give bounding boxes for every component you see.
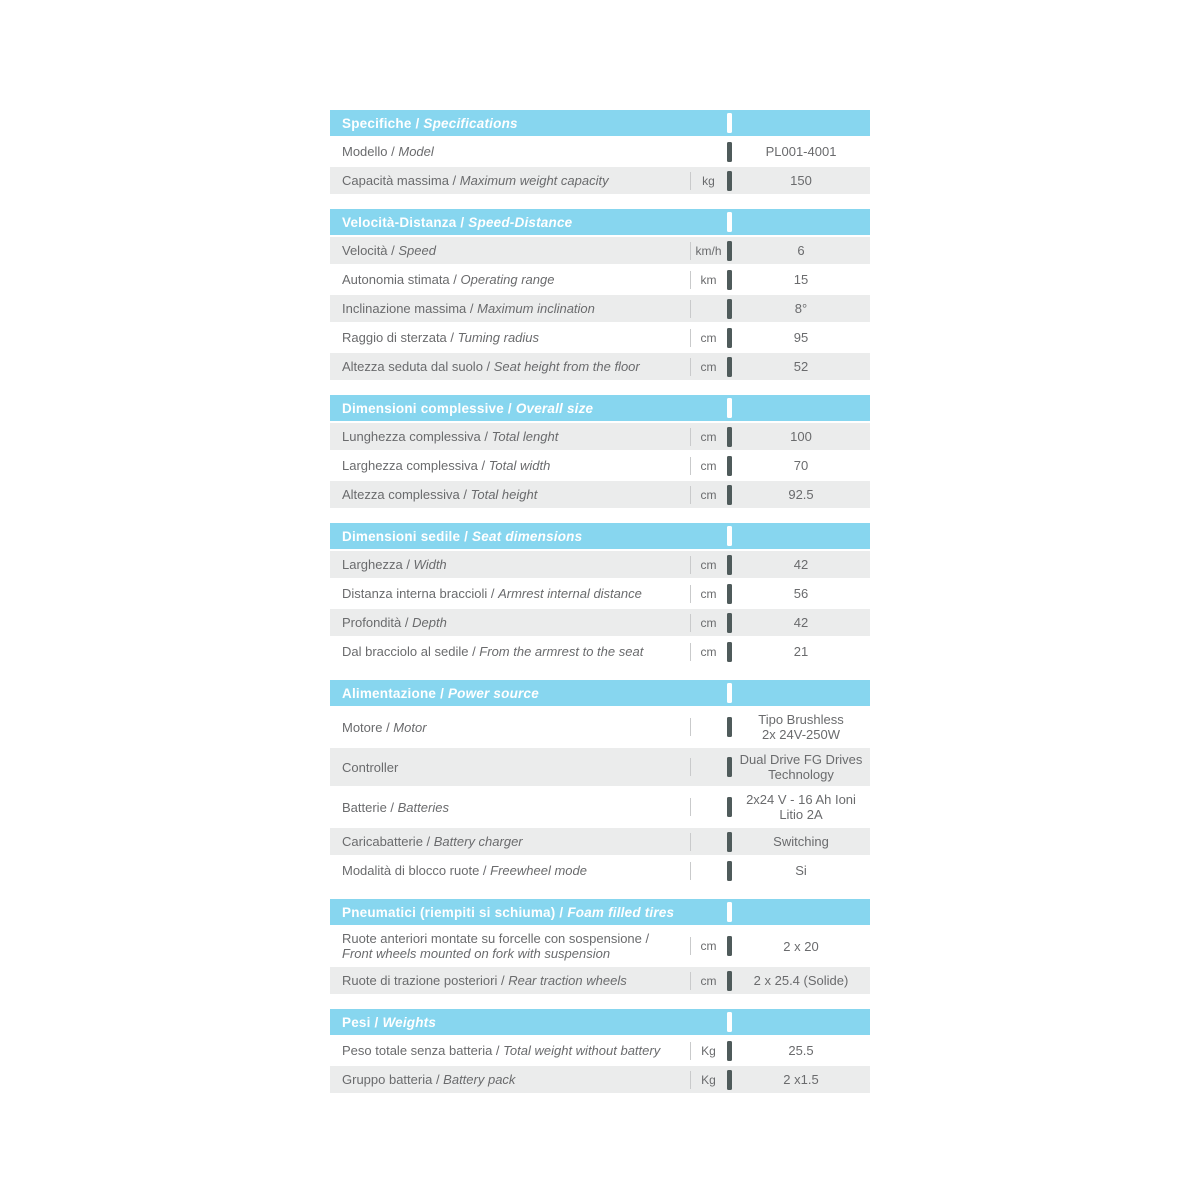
unit-cell	[690, 167, 727, 194]
value-cell: 150	[790, 173, 812, 188]
row-label-english: Seat height from the floor	[493, 359, 640, 374]
unit-text: km/h	[695, 243, 722, 258]
spec-table	[330, 110, 870, 1108]
header-bar-column	[727, 110, 732, 136]
row-label-english: Maximum inclination	[477, 301, 595, 316]
row-label-english: Total lenght	[491, 429, 559, 444]
spec-row	[330, 324, 870, 353]
unit-text: cm	[700, 973, 717, 988]
row-label: Capacità massima / Maximum weight capacity	[342, 173, 609, 188]
row-label-english: From the armrest to the seat	[479, 644, 644, 659]
section-title-english: Speed-Distance	[468, 214, 573, 230]
spec-row	[330, 748, 870, 788]
unit-cell	[690, 452, 727, 479]
value-cell: 25.5	[788, 1043, 814, 1058]
section-header	[330, 899, 870, 927]
row-label-english: Maximum weight capacity	[459, 173, 609, 188]
row-label-english: Speed	[398, 243, 436, 258]
unit-divider	[690, 172, 691, 190]
spec-row	[330, 423, 870, 452]
spec-row	[330, 828, 870, 857]
value-cell: 2 x1.5	[783, 1072, 819, 1087]
unit-divider	[690, 457, 691, 475]
value-line: 2x24 V - 16 Ah Ioni	[746, 792, 856, 807]
row-label: Larghezza complessiva / Total width	[342, 458, 551, 473]
row-label: Peso totale senza batteria / Total weight without battery	[342, 1043, 661, 1058]
unit-divider	[690, 300, 691, 318]
spec-row	[330, 481, 870, 510]
row-label: Altezza seduta dal suolo / Seat height from the floor	[342, 359, 640, 374]
value-line: Litio 2A	[779, 807, 823, 822]
row-label: Controller	[342, 759, 399, 775]
section-title-english: Weights	[382, 1014, 437, 1030]
section-title: Pesi / Weights	[342, 1014, 437, 1030]
unit-cell	[690, 927, 727, 965]
spec-row	[330, 1066, 870, 1095]
header-tick-bar	[727, 398, 732, 418]
section-title: Velocità-Distanza / Speed-Distance	[342, 214, 573, 230]
unit-cell	[690, 1037, 727, 1064]
spec-row	[330, 295, 870, 324]
unit-cell	[690, 324, 727, 351]
spec-row	[330, 638, 870, 667]
unit-divider	[690, 585, 691, 603]
section-title: Dimensioni sedile / Seat dimensions	[342, 528, 583, 544]
unit-divider	[690, 937, 691, 955]
unit-divider	[690, 862, 691, 880]
unit-divider	[690, 972, 691, 990]
value-cell: Switching	[773, 834, 829, 849]
header-bar-column	[727, 1009, 732, 1035]
row-label: Caricabatterie / Battery charger	[342, 834, 523, 849]
row-label-english: Total weight without battery	[503, 1043, 661, 1058]
unit-divider	[690, 486, 691, 504]
row-label: Velocità / Speed	[342, 243, 436, 258]
spec-row	[330, 138, 870, 167]
section-title-english: Specifications	[423, 115, 518, 131]
unit-text: Kg	[701, 1072, 716, 1087]
spec-row	[330, 708, 870, 748]
row-label: Motore / Motor	[342, 719, 427, 735]
unit-cell	[690, 551, 727, 578]
unit-text: cm	[700, 615, 717, 630]
row-label-english: Battery charger	[433, 834, 523, 849]
row-label-english: Armrest internal distance	[498, 586, 642, 601]
value-cell	[732, 792, 870, 822]
header-tick-bar	[727, 212, 732, 232]
unit-text: cm	[700, 359, 717, 374]
spec-row	[330, 237, 870, 266]
value-cell: 15	[793, 272, 809, 287]
header-tick-bar	[727, 526, 732, 546]
value-cell: Si	[795, 863, 807, 878]
value-line: 2x 24V-250W	[761, 727, 841, 742]
unit-cell	[690, 828, 727, 855]
unit-divider	[690, 1042, 691, 1060]
unit-divider	[690, 614, 691, 632]
row-label: Modello / Model	[342, 144, 434, 159]
row-label-english: Freewheel mode	[490, 863, 587, 878]
row-label-english: Model	[398, 144, 434, 159]
row-label: Distanza interna braccioli / Armrest internal distance	[342, 586, 642, 601]
unit-divider	[690, 643, 691, 661]
header-bar-column	[727, 523, 732, 549]
unit-text: cm	[700, 487, 717, 502]
row-label: Ruote di trazione posteriori / Rear traction wheels	[342, 973, 627, 988]
row-label-english: Rear traction wheels	[508, 973, 627, 988]
unit-cell	[690, 708, 727, 746]
section-header	[330, 523, 870, 551]
unit-cell	[690, 967, 727, 994]
unit-cell	[690, 580, 727, 607]
unit-divider	[690, 798, 691, 816]
spec-section	[330, 1009, 870, 1095]
unit-text: cm	[700, 557, 717, 572]
header-bar-column	[727, 680, 732, 706]
unit-divider	[690, 428, 691, 446]
value-cell: 42	[793, 615, 809, 630]
section-title: Pneumatici (riempiti si schiuma) / Foam filled tires	[342, 904, 675, 920]
value-cell: 56	[793, 586, 809, 601]
unit-cell	[690, 788, 727, 826]
spec-section	[330, 110, 870, 196]
header-bar-column	[727, 209, 732, 235]
section-header	[330, 395, 870, 423]
unit-text: km	[700, 272, 717, 287]
unit-divider	[690, 329, 691, 347]
row-label-italian: Ruote anteriori montate su forcelle con sospensione /	[342, 931, 650, 946]
value-line: Tipo Brushless	[758, 712, 844, 727]
row-label-english: Battery pack	[443, 1072, 516, 1087]
row-label-english: Width	[413, 557, 447, 572]
unit-text: cm	[700, 330, 717, 345]
unit-divider	[690, 833, 691, 851]
value-cell	[732, 712, 870, 742]
unit-cell	[690, 609, 727, 636]
section-header	[330, 110, 870, 138]
unit-cell	[690, 138, 727, 165]
value-cell: 52	[793, 359, 809, 374]
row-label-english: Total width	[488, 458, 551, 473]
spec-section	[330, 523, 870, 667]
row-label: Autonomia stimata / Operating range	[342, 272, 555, 287]
row-label-english: Motor	[393, 719, 427, 735]
unit-text: kg	[702, 173, 715, 188]
spec-row	[330, 580, 870, 609]
unit-cell	[690, 1066, 727, 1093]
value-cell: 8°	[794, 301, 808, 316]
header-bar-column	[727, 395, 732, 421]
unit-divider	[690, 358, 691, 376]
header-tick-bar	[727, 1012, 732, 1032]
spec-row	[330, 1037, 870, 1066]
section-title-english: Overall size	[515, 400, 594, 416]
spec-row	[330, 857, 870, 886]
row-label: Modalità di blocco ruote / Freewheel mode	[342, 863, 587, 878]
value-cell: 2 x 20	[783, 938, 819, 954]
row-label: Raggio di sterzata / Tuming radius	[342, 330, 540, 345]
row-label: Altezza complessiva / Total height	[342, 487, 538, 502]
row-label-english: Front wheels mounted on fork with suspension	[342, 946, 611, 961]
unit-divider	[690, 556, 691, 574]
row-label	[330, 931, 690, 961]
value-cell: 100	[790, 429, 812, 444]
spec-row	[330, 609, 870, 638]
spec-section	[330, 680, 870, 886]
unit-cell	[690, 857, 727, 884]
spec-row	[330, 788, 870, 828]
row-label: Gruppo batteria / Battery pack	[342, 1072, 516, 1087]
spec-row	[330, 167, 870, 196]
spec-row	[330, 266, 870, 295]
unit-text: cm	[700, 458, 717, 473]
unit-cell	[690, 423, 727, 450]
unit-cell	[690, 353, 727, 380]
row-label-english: Total height	[470, 487, 538, 502]
unit-cell	[690, 237, 727, 264]
unit-cell	[690, 481, 727, 508]
unit-cell	[690, 638, 727, 665]
unit-text: cm	[700, 939, 717, 953]
unit-cell	[690, 748, 727, 786]
unit-divider	[690, 1071, 691, 1089]
section-title-english: Foam filled tires	[567, 904, 675, 920]
section-title: Alimentazione / Power source	[342, 685, 539, 701]
row-label: Profondità / Depth	[342, 615, 447, 630]
unit-divider	[690, 758, 691, 776]
spec-row	[330, 551, 870, 580]
value-line: Dual Drive FG Drives	[739, 752, 863, 767]
unit-divider	[690, 271, 691, 289]
row-label: Lunghezza complessiva / Total lenght	[342, 429, 559, 444]
header-bar-column	[727, 899, 732, 925]
spec-row	[330, 927, 870, 967]
value-cell: 2 x 25.4 (Solide)	[753, 973, 849, 988]
unit-text: cm	[700, 429, 717, 444]
row-label: Larghezza / Width	[342, 557, 447, 572]
spec-row	[330, 452, 870, 481]
spec-section	[330, 899, 870, 996]
row-label-english: Depth	[412, 615, 447, 630]
unit-cell	[690, 295, 727, 322]
section-title-english: Power source	[447, 685, 539, 701]
row-label-english: Operating range	[460, 272, 555, 287]
row-label: Batterie / Batteries	[342, 799, 449, 815]
spec-row	[330, 967, 870, 996]
unit-cell	[690, 266, 727, 293]
header-tick-bar	[727, 902, 732, 922]
unit-text: cm	[700, 586, 717, 601]
spec-section	[330, 395, 870, 510]
row-label-english: Batteries	[397, 799, 449, 815]
unit-divider	[690, 242, 691, 260]
value-cell: 6	[797, 243, 805, 258]
section-title: Specifiche / Specifications	[342, 115, 518, 131]
row-label: Inclinazione massima / Maximum inclination	[342, 301, 595, 316]
spec-row	[330, 353, 870, 382]
section-header	[330, 1009, 870, 1037]
value-cell: 70	[793, 458, 809, 473]
unit-divider	[690, 718, 691, 736]
section-header	[330, 680, 870, 708]
header-tick-bar	[727, 683, 732, 703]
spec-section	[330, 209, 870, 382]
header-tick-bar	[727, 113, 732, 133]
row-label: Dal bracciolo al sedile / From the armrest to the seat	[342, 644, 644, 659]
unit-text: cm	[700, 644, 717, 659]
section-title-english: Seat dimensions	[472, 528, 583, 544]
unit-text: Kg	[701, 1043, 716, 1058]
value-cell: 92.5	[788, 487, 814, 502]
value-cell: 95	[793, 330, 809, 345]
value-cell: 42	[793, 557, 809, 572]
value-cell	[732, 752, 870, 782]
section-title: Dimensioni complessive / Overall size	[342, 400, 594, 416]
section-header	[330, 209, 870, 237]
row-label-english: Tuming radius	[457, 330, 540, 345]
value-cell: PL001-4001	[765, 144, 837, 159]
value-line: Technology	[768, 767, 834, 782]
value-cell: 21	[793, 644, 809, 659]
